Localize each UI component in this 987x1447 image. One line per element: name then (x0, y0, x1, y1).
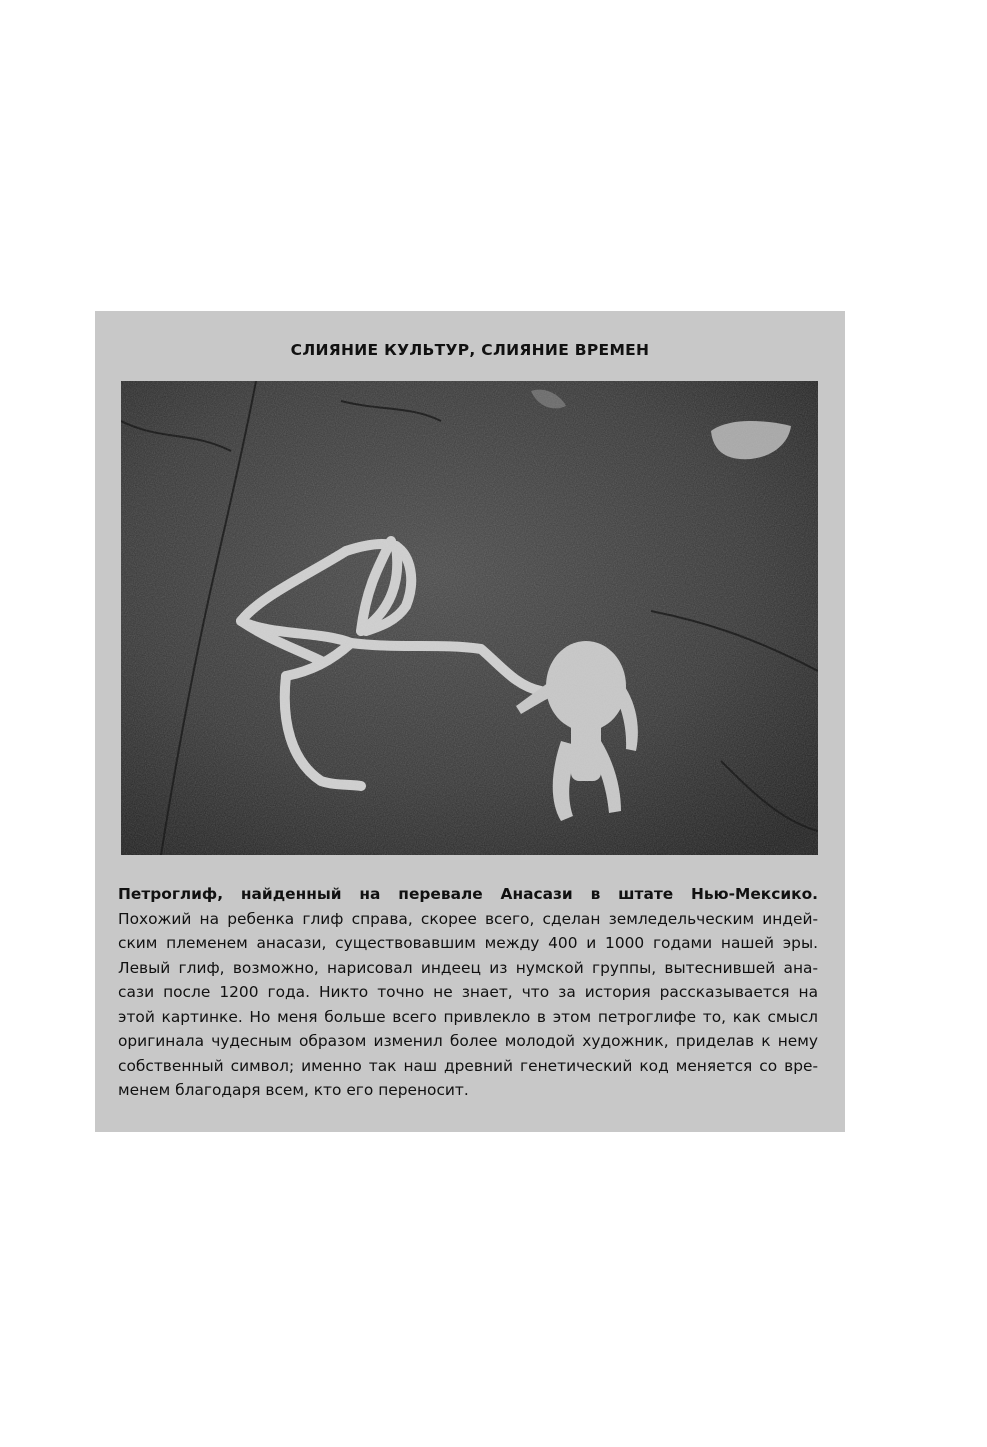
photo-caption (118, 882, 818, 1103)
caption-line: сази после 1200 года. Никто точно не знает, что за история рассказывается на (118, 983, 818, 1001)
caption-line: собственный символ; именно так наш древний генетический код меняется со вре- (118, 1056, 818, 1075)
caption-line: этой картинке. Но меня больше всего привлекло в этом петроглифе то, как смысл (118, 1007, 818, 1026)
caption-line: ским племенем анасази, существовавшим между 400 и 1000 годами нашей эры. (118, 934, 818, 952)
caption-line: менем благодаря всем, кто его переносит. (118, 1081, 469, 1099)
caption-line: Левый глиф, возможно, нарисовал индеец из нумской группы, вытеснившей ана- (118, 958, 818, 977)
petroglyph-photo (121, 381, 818, 855)
sidebar-box (95, 311, 845, 1132)
petroglyph-image (121, 381, 818, 855)
caption-heading: Петроглиф, найденный на перевале Анасази в штате Нью-Мексико. (118, 885, 818, 903)
sidebar-title: СЛИЯНИЕ КУЛЬТУР, СЛИЯНИЕ ВРЕМЕН (290, 341, 650, 359)
caption-line: Похожий на ребенка глиф справа, скорее всего, сделан земледельческим индей- (118, 909, 818, 928)
caption-line: оригинала чудесным образом изменил более молодой художник, приделав к нему (118, 1032, 818, 1050)
